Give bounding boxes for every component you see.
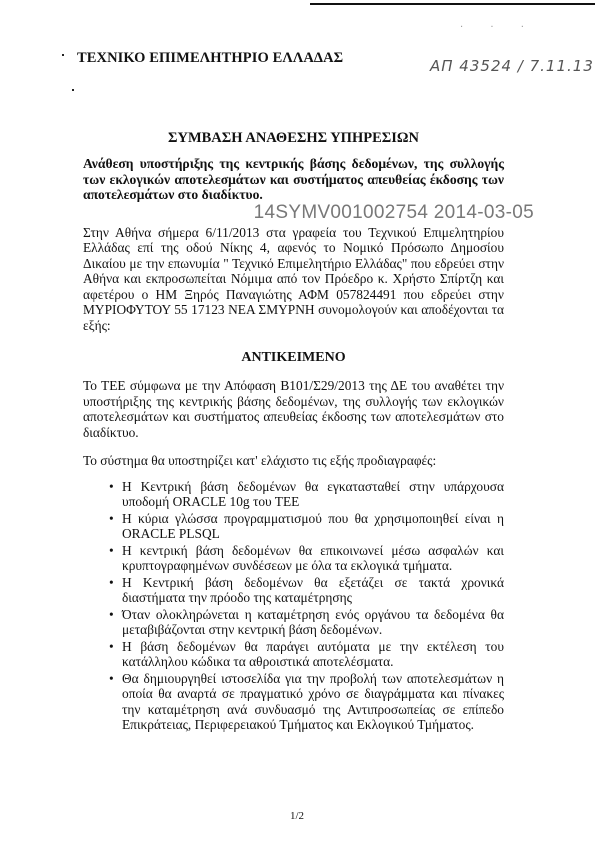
spec-text: Θα δημιουργηθεί ιστοσελίδα για την προβολή των αποτελεσμάτων η οποία θα αναρτά σε πραγματικό χρόνο σε διαγράμματα και πίνακες την καταμέτρηση ανά συνδυασμό της Αντιπροσωπείας σε επίπεδο Επικράτειας, Περιφερειακού Τμήματος και Εκλογικού Τμήματος. <box>122 670 504 732</box>
bullet-icon: • <box>109 478 114 494</box>
spec-text: Η Κεντρική βάση δεδομένων θα εξετάζει σε τακτά χρονικά διαστήματα την πρόοδο της καταμέτρησης <box>122 574 504 605</box>
list-item <box>83 607 504 638</box>
bullet-icon: • <box>109 574 114 590</box>
list-item <box>83 671 504 733</box>
specs-list <box>83 479 504 733</box>
scan-speck <box>72 89 74 91</box>
stamp-protocol-number: ΑΠ 43524 / 7.11.13 <box>430 57 594 75</box>
bullet-icon: • <box>109 510 114 526</box>
scan-speck <box>62 54 64 56</box>
bullet-icon: • <box>109 670 114 686</box>
spec-text: Όταν ολοκληρώνεται η καταμέτρηση ενός οργάνου τα δεδομένα θα μεταβιβάζονται στην κεντρική βάση δεδομένων. <box>122 606 504 637</box>
bullet-icon: • <box>109 606 114 622</box>
organization-header: ΤΕΧΝΙΚΟ ΕΠΙΜΕΛΗΤΗΡΙΟ ΕΛΛΑΔΑΣ <box>77 50 344 66</box>
intro-paragraph: Στην Αθήνα σήμερα 6/11/2013 στα γραφεία του Τεχνικού Επιμελητηρίου Ελλάδας επί της οδού Νίκης 4, αφενός το Νομικό Πρόσωπο Δημοσίου Δικαίου με την επωνυμία " Τεχνικό Επιμελητήριο Ελλάδας" που εδρεύει στην Αθήνα και εκπροσωπείται Νόμιμα από τον Πρόεδρο κ. Χρήστο Σπίρτζη και αφετέρου ο ΗΜ Ξηρός Παναγιώτης ΑΦΜ 057824491 που εδρεύει στην ΜΥΡΙΟΦΥΤΟΥ 55 17123 ΝΕΑ ΣΜΥΡΝΗ συνομολογούν και αποδέχονται τα εξής: <box>83 224 504 333</box>
scan-edge-line <box>310 3 595 5</box>
paragraph-gap <box>83 440 504 453</box>
bullet-icon: • <box>109 542 114 558</box>
object-paragraph: Το ΤΕΕ σύμφωνα με την Απόφαση Β101/Σ29/2013 της ΔΕ του αναθέτει την υποστήριξης της κεντρικής βάσης δεδομένων, της συλλογής των εκλογικών αποτελεσμάτων και συστήματος απευθείας έκδοσης των αποτελεσμάτων στο διαδίκτυο. <box>83 378 504 440</box>
spec-text: Η κεντρική βάση δεδομένων θα επικοινωνεί μέσω ασφαλών και κρυπτογραφημένων συνδέσεων με όλα τα εκλογικά τμήματα. <box>122 542 504 573</box>
watermark-id: 14SYMV001002754 2014-03-05 <box>253 201 534 223</box>
list-item <box>83 511 504 542</box>
list-item <box>83 575 504 606</box>
list-item <box>83 479 504 510</box>
protocol-stamp <box>430 22 600 92</box>
spec-text: Η βάση δεδομένων θα παράγει αυτόματα με την εκτέλεση του κατάλληλου κώδικα τα αθροιστικά αποτελέσματα. <box>122 638 504 669</box>
spec-text: Η Κεντρική βάση δεδομένων θα εγκατασταθεί στην υπάρχουσα υποδομή ORACLE 10g του ΤΕΕ <box>122 478 504 509</box>
list-item <box>83 639 504 670</box>
document-title: ΣΥΜΒΑΣΗ ΑΝΑΘΕΣΗΣ ΥΠΗΡΕΣΙΩΝ <box>168 130 419 146</box>
document-subject: Ανάθεση υποστήριξης της κεντρικής βάσης δεδομένων, της συλλογής των εκλογικών αποτελεσμάτων και συστήματος απευθείας έκδοσης των αποτελεσμάτων στο διαδίκτυο. <box>83 156 504 202</box>
bullet-icon: • <box>109 638 114 654</box>
specs-intro: Το σύστημα θα υποστηρίζει κατ' ελάχιστο τις εξής προδιαγραφές: <box>83 453 437 468</box>
list-item <box>83 543 504 574</box>
page-number: 1/2 <box>290 810 305 822</box>
section-heading-object: ΑΝΤΙΚΕΙΜΕΝΟ <box>241 350 346 365</box>
stamp-mark: · · · <box>460 22 536 33</box>
spec-text: Η κύρια γλώσσα προγραμματισμού που θα χρησιμοποιηθεί είναι η ORACLE PLSQL <box>122 510 504 541</box>
document-body <box>83 129 534 734</box>
